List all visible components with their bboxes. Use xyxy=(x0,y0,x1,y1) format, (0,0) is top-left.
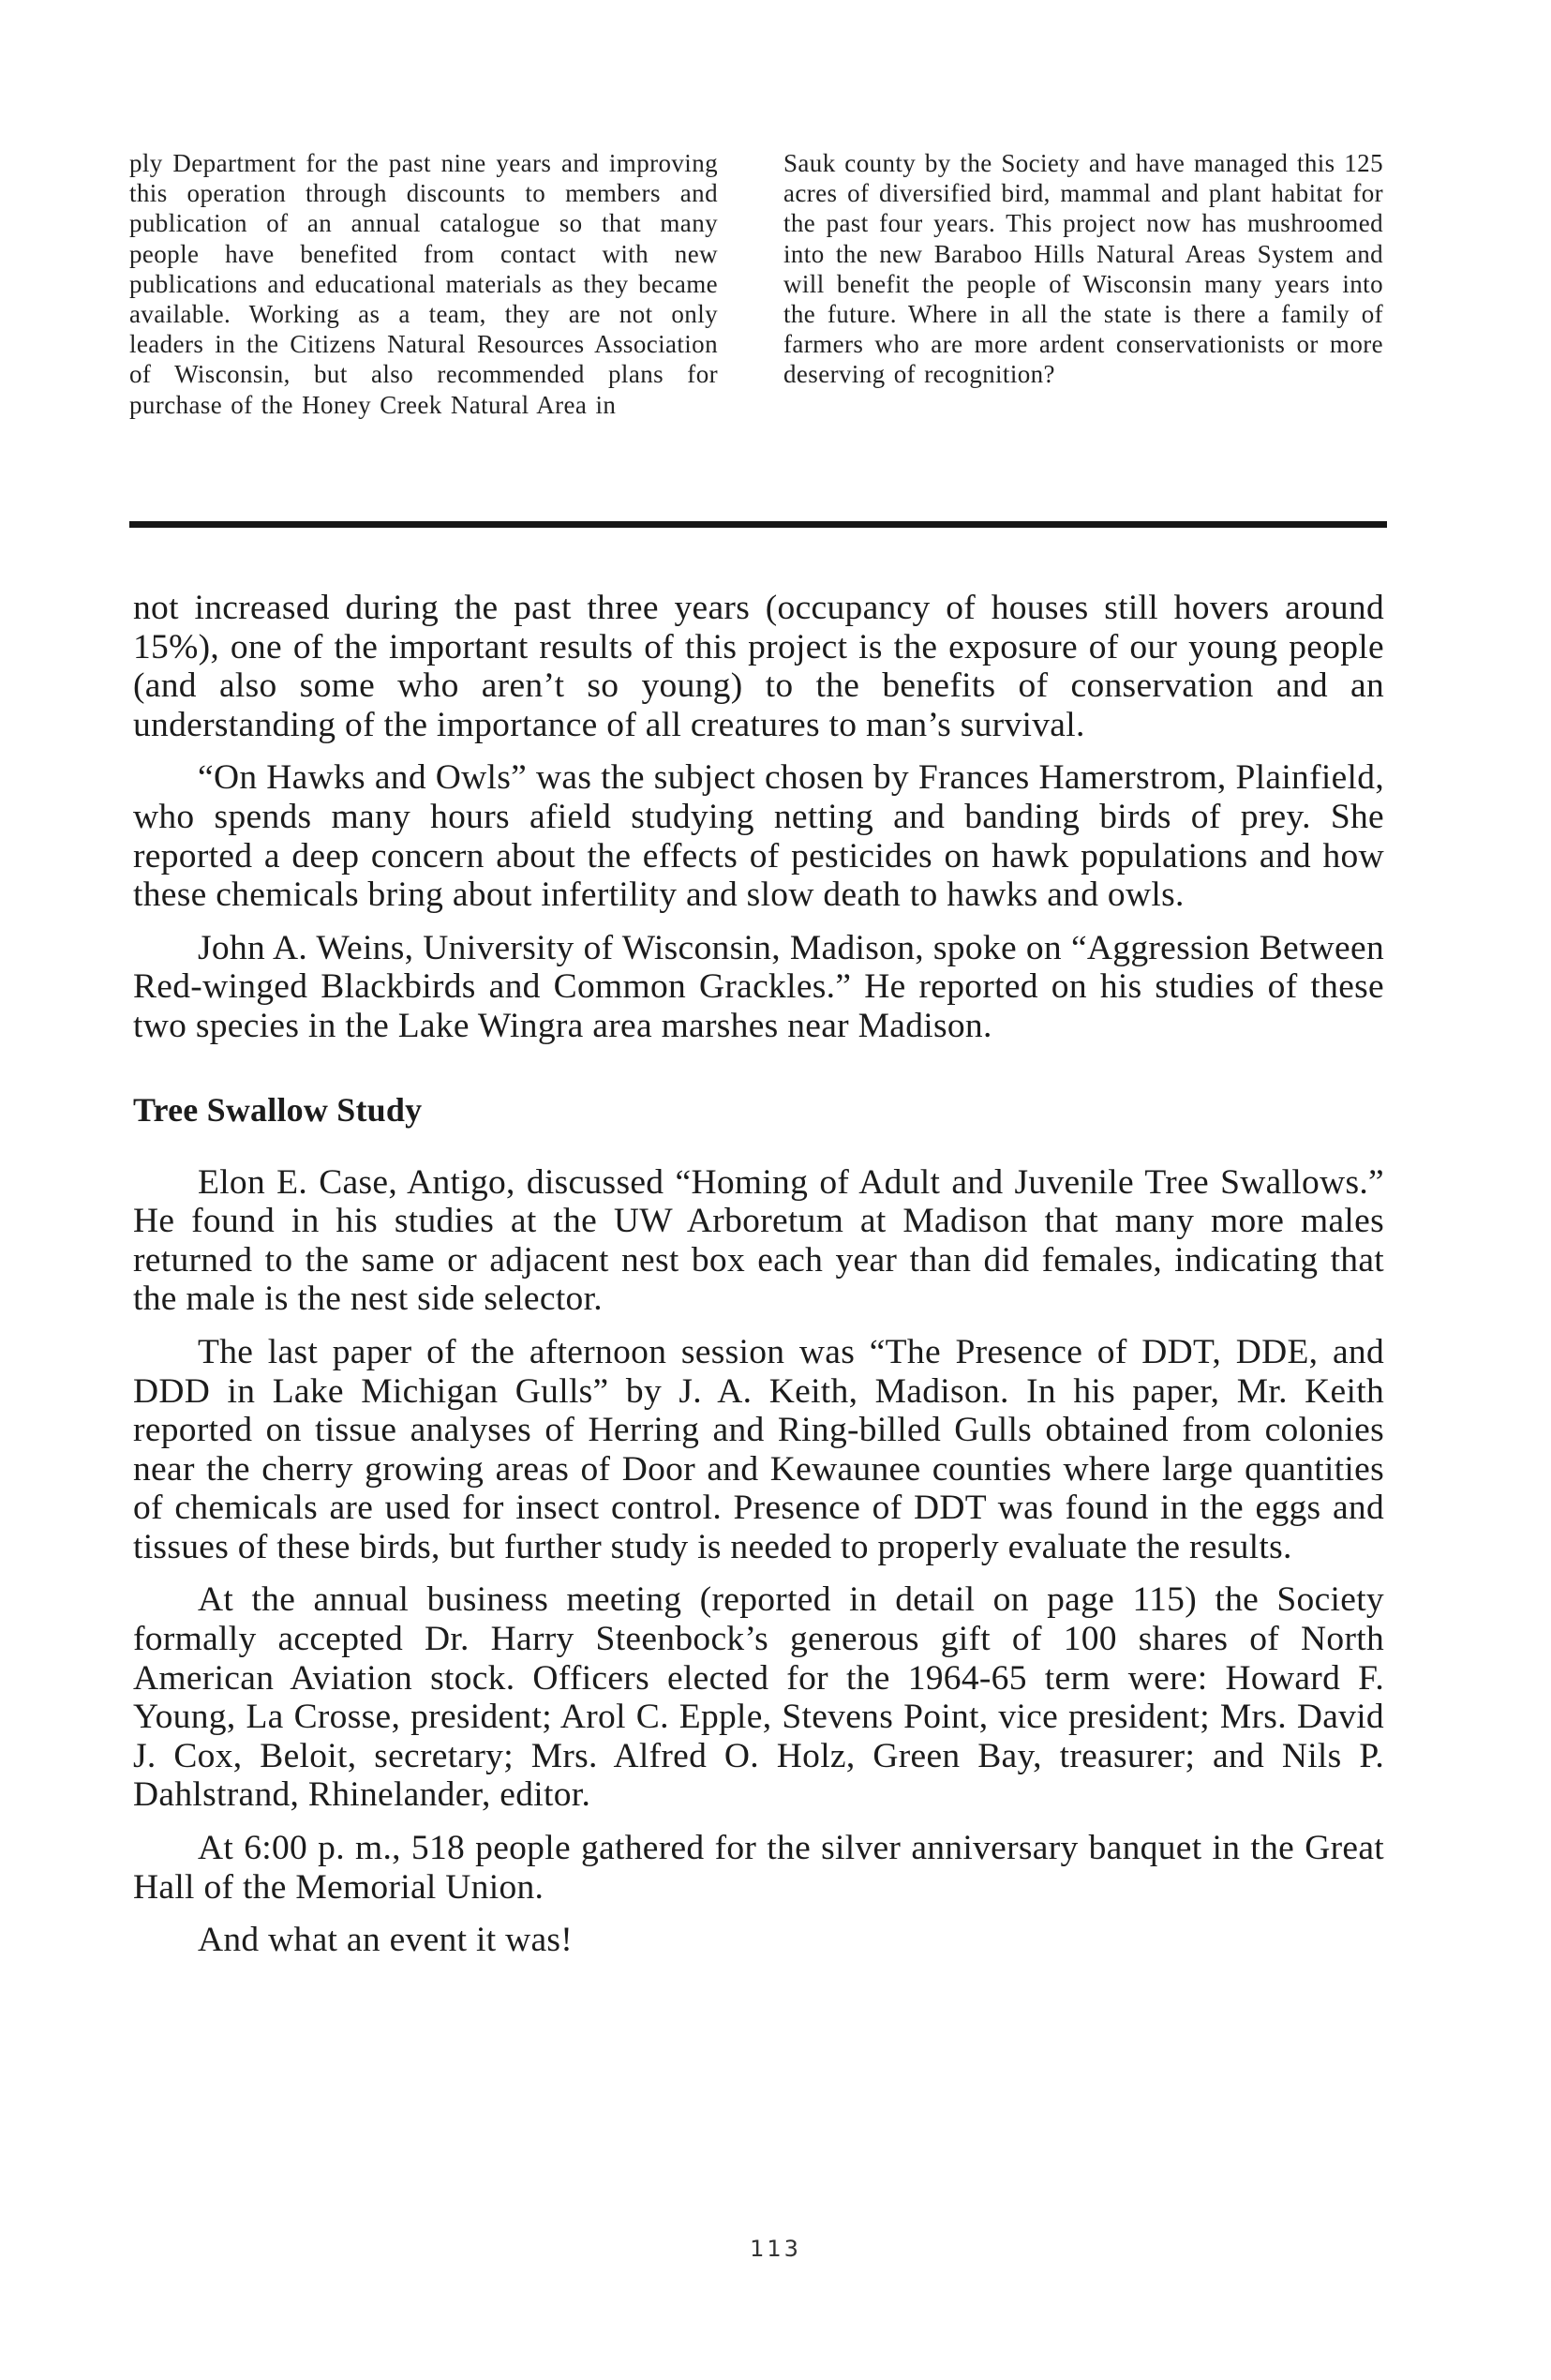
page-number: 113 xyxy=(750,2236,801,2262)
paragraph-continued: not increased during the past three years (occupancy of houses still hovers around 15%), one of the important results of this project is the exposure of our young people (and also some who aren’t so young) to the benefits of conservation and an understanding of the importance of all creatures to man’s survival. xyxy=(133,589,1384,744)
main-body xyxy=(133,589,1384,1960)
paragraph-tree-swallows: Elon E. Case, Antigo, discussed “Homing of Adult and Juvenile Tree Swallows.” He found in his studies at the UW Arboretum at Madison that many more males returned to the same or adjacent nest box each year than did females, indicating that the male is the nest side selector. xyxy=(133,1162,1384,1319)
paragraph-business-meeting: At the annual business meeting (reported in detail on page 115) the Society formally accepted Dr. Harry Steenbock’s generous gift of 100 shares of North American Aviation stock. Officers elected for the 1964-65 term were: Howard F. Young, La Crosse, president; Arol C. Epple, Stevens Point, vice president; Mrs. David J. Cox, Beloit, secretary; Mrs. Alfred O. Holz, Green Bay, treasurer; and Nils P. Dahlstrand, Rhinelander, editor. xyxy=(133,1580,1384,1815)
boxed-two-column-section xyxy=(129,148,1387,523)
paragraph-closing: And what an event it was! xyxy=(198,1921,574,1960)
horizontal-rule xyxy=(129,521,1387,528)
paragraph-ddt-gulls: The last paper of the afternoon session was “The Presence of DDT, DDE, and DDD in Lake Michigan Gulls” by J. A. Keith, Madison. In his paper, Mr. Keith reported on tissue analyses of Herring and Ring-billed Gulls obtained from colonies near the cherry growing areas of Door and Kewaunee counties where large quantities of chemicals are used for insect control. Presence of DDT was found in the eggs and tissues of these birds, but further study is needed to properly evaluate the results. xyxy=(133,1332,1384,1566)
left-column-text: ply Department for the past nine years and improving this operation through discounts to members and publication of an annual catalogue so that many people have benefited from contact with new publications and educational materials as they became available. Working as a team, they are not only leaders in the Citizens Natural Resources Association of Wisconsin, but also recommended plans for purchase of the Honey Creek Natural Area in xyxy=(129,149,718,419)
paragraph-blackbirds: John A. Weins, University of Wisconsin, Madison, spoke on “Aggression Between Red-winged Blackbirds and Common Grackles.” He reported on his studies of these two species in the Lake Wingra area marshes near Madison. xyxy=(133,928,1384,1045)
section-heading: Tree Swallow Study xyxy=(133,1090,423,1129)
paragraph-hawks-owls: “On Hawks and Owls” was the subject chosen by Frances Hamerstrom, Plainfield, who spends many hours afield studying netting and banding birds of prey. She reported a deep concern about the effects of pesticides on hawk populations and how these chemicals bring about infertility and slow death to hawks and owls. xyxy=(133,758,1384,915)
paragraph-banquet: At 6:00 p. m., 518 people gathered for the silver anniversary banquet in the Great Hall of the Memorial Union. xyxy=(133,1829,1384,1907)
right-column-text: Sauk county by the Society and have managed this 125 acres of diversified bird, mammal and plant habitat for the past four years. This project now has mushroomed into the new Baraboo Hills Natural Areas System and will benefit the people of Wisconsin many years into the future. Where in all the state is there a family of farmers who are more ardent conservationists or more deserving of recognition? xyxy=(783,149,1383,389)
